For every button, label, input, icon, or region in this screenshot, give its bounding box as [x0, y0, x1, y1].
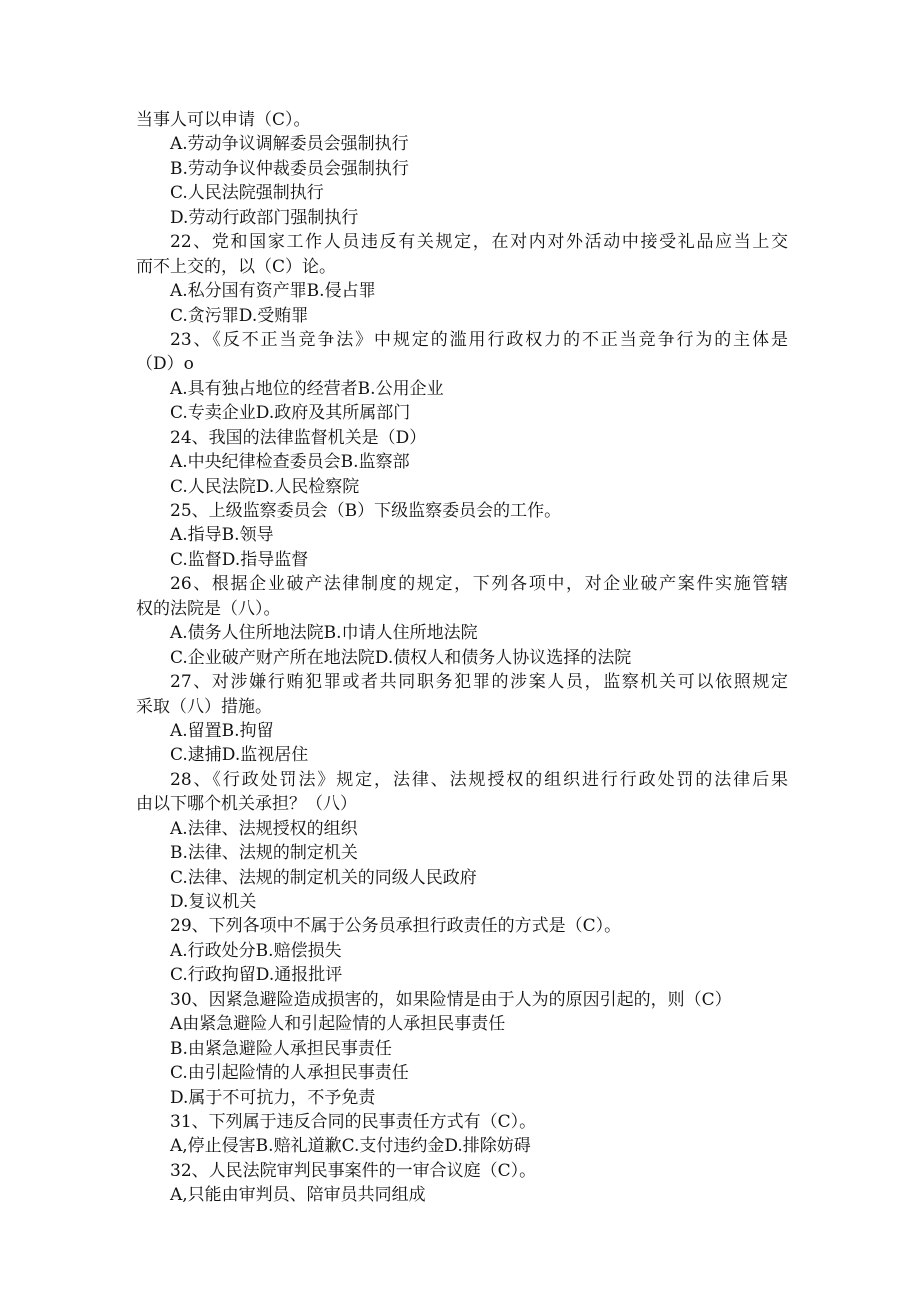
option-line: A.劳动争议调解委员会强制执行: [170, 134, 409, 155]
option-line: C.企业破产财产所在地法院D.债权人和债务人协议选择的法院: [170, 647, 632, 668]
text-line: 当事人可以申请（C）。: [136, 110, 311, 130]
question-continuation: 由以下哪个机关承担？（八）: [136, 794, 357, 815]
option-line: A.指导B.领导: [170, 525, 274, 546]
question-continuation: 而不上交的，以（C）论。: [136, 256, 337, 277]
option-line: D.劳动行政部门强制执行: [170, 207, 359, 228]
option-line: D.属于不可抗力，不予免责: [170, 1087, 376, 1108]
option-line: A,只能由审判员、陪审员共同组成: [170, 1185, 426, 1206]
question-line: 23、《反不正当竞争法》中规定的滥用行政权力的不正当竞争行为的主体是: [170, 329, 788, 350]
option-line: C.由引起险情的人承担民事责任: [170, 1063, 409, 1084]
option-line: D.复议机关: [170, 892, 257, 912]
option-line: B.法律、法规的制定机关: [170, 843, 358, 864]
option-line: C.逮捕D.监视居住: [170, 745, 309, 766]
question-line: 29、下列各项中不属于公务员承担行政责任的方式是（C）。: [170, 916, 622, 937]
option-line: A.留置B.拘留: [170, 720, 274, 741]
question-line: 25、上级监察委员会（B）下级监察委员会的工作。: [170, 501, 562, 521]
option-line: A.私分国有资产罪B.侵占罪: [170, 281, 376, 302]
option-line: C.贪污罪D.受贿罪: [170, 305, 309, 326]
option-line: C.专卖企业D.政府及其所属部门: [170, 403, 411, 424]
question-line: 32、人民法院审判民事案件的一审合议庭（C）。: [170, 1160, 537, 1181]
option-line: C.行政拘留D.通报批评: [170, 965, 343, 986]
option-line: A.行政处分B.赔偿损失: [170, 940, 342, 961]
option-line: C.监督D.指导监督: [170, 549, 309, 570]
option-line: B.劳动争议仲裁委员会强制执行: [170, 158, 409, 179]
question-line: 27、对涉嫌行贿犯罪或者共同职务犯罪的涉案人员，监察机关可以依照规定: [170, 672, 788, 693]
document-body: [136, 108, 788, 1208]
question-line: 26、根据企业破产法律制度的规定，下列各项中，对企业破产案件实施管辖: [170, 574, 788, 595]
option-line: A.具有独占地位的经营者B.公用企业: [170, 378, 444, 399]
question-continuation: （D）o: [136, 354, 194, 375]
option-line: C.人民法院D.人民检察院: [170, 476, 360, 497]
option-line: A.中央纪律检查委员会B.监察部: [170, 452, 410, 473]
option-line: A由紧急避险人和引起险情的人承担民事责任: [170, 1014, 506, 1035]
option-line: A.法律、法规授权的组织: [170, 818, 358, 839]
option-line: A,停止侵害B.赔礼道歉C.支付违约金D.排除妨碍: [170, 1136, 531, 1157]
question-line: 28、《行政处罚法》规定，法律、法规授权的组织进行行政处罚的法律后果: [170, 769, 788, 790]
question-continuation: 采取（八）措施。: [136, 696, 272, 717]
question-line: 30、因紧急避险造成损害的，如果险情是由于人为的原因引起的，则（C）: [170, 989, 732, 1010]
option-line: B.由紧急避险人承担民事责任: [170, 1038, 392, 1059]
question-continuation: 权的法院是（八）。: [136, 598, 281, 619]
question-line: 24、我国的法律监督机关是（D）: [170, 427, 427, 448]
question-line: 31、下列属于违反合同的民事责任方式有（C）。: [170, 1111, 537, 1132]
option-line: C.人民法院强制执行: [170, 183, 324, 204]
option-line: A.债务人住所地法院B.巾请人住所地法院: [170, 623, 478, 644]
option-line: C.法律、法规的制定机关的同级人民政府: [170, 867, 477, 888]
question-line: 22、党和国家工作人员违反有关规定，在对内对外活动中接受礼品应当上交: [170, 232, 788, 253]
